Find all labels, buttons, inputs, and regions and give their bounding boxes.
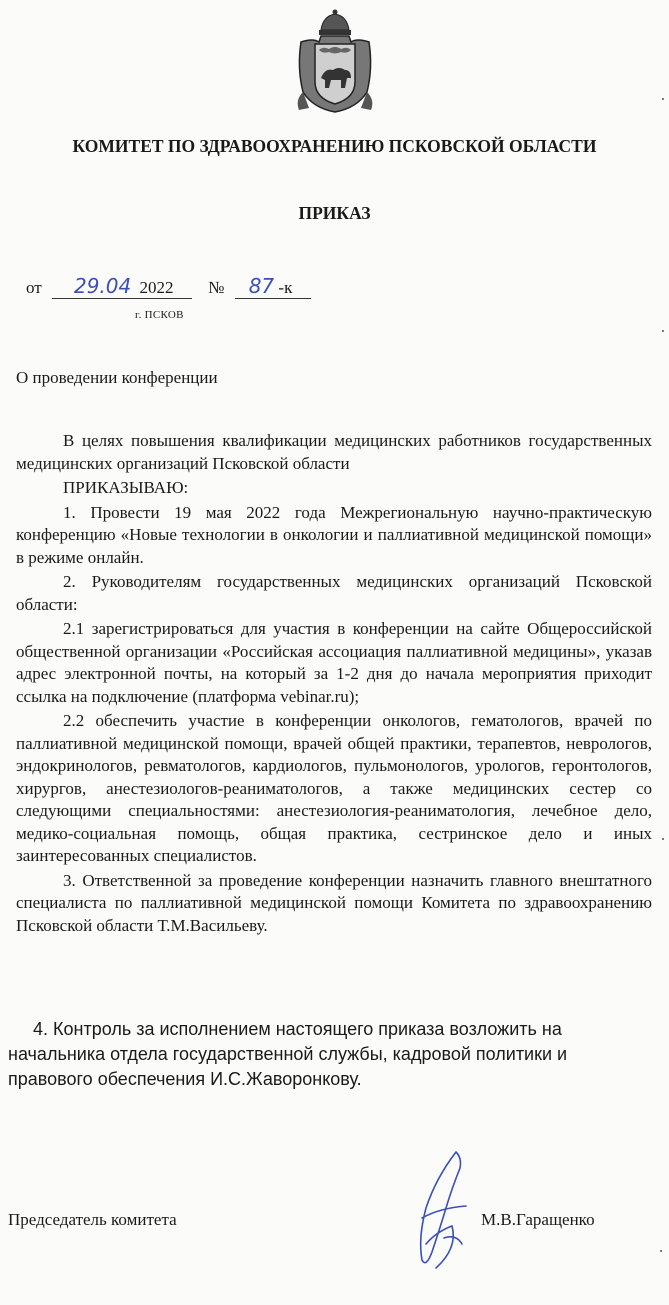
coat-of-arms-icon [287,8,383,116]
city: г. ПСКОВ [135,309,184,321]
scan-speck [660,1250,662,1252]
number-field [235,274,311,299]
number-suffix: -к [278,278,293,297]
date-prefix: от [26,278,42,297]
clause-3: 3. Ответственной за проведение конференции назначить главного внештатного специалиста по паллиативной медицинской помощи Комитета по здравоохранению Псковской области Т.М.Васильеву. [16,870,652,935]
signatory-name: М.В.Гаращенко [481,1210,595,1229]
clause-2-2: 2.2 обеспечить участие в конференции онкологов, гематологов, врачей по паллиативной медицинской помощи, врачей общей практики, терапевтов, неврологов, эндокринологов, ревматологов, кардиологов, пульмонологов, урологов, геронтологов, хирургов, анестезиологов-реаниматологов, а также медицинских сестер со следующими специальностями: анестезиология-реаниматология, лечебное дело, медико-социальная помощь, общая практика, сестринское дело и иных заинтересованных специалистов. [16,711,652,865]
signatory-position: Председатель комитета [8,1210,177,1229]
document-body [16,430,652,939]
date-line [26,274,311,299]
document-subject: О проведении конференции [16,368,218,387]
clause-2: 2. Руководителям государственных медицинских организаций Псковской области: [16,572,652,614]
handwritten-signature-icon [396,1148,492,1272]
order-keyword: ПРИКАЗЫВАЮ: [63,478,189,497]
date-field [52,274,192,299]
clause-2-1: 2.1 зарегистрироваться для участия в конференции на сайте Общероссийской общественной организации «Российская ассоциация паллиативной медицины», указав адрес электронной почты, на который за 1-2 дня до начала мероприятия приходит ссылка на подключение (платформа vebinar.ru); [16,619,652,706]
number-handwritten: 87 [248,274,275,298]
committee-name: КОМИТЕТ ПО ЗДРАВООХРАНЕНИЮ ПСКОВСКОЙ ОБЛАСТИ [72,136,597,156]
date-handwritten: 29.04 [73,274,132,298]
clause-4: 4. Контроль за исполнением настоящего приказа возложить на начальника отдела государственной службы, кадровой политики и правового обеспечения И.С.Жаворонкову. [8,1019,568,1089]
document-title: ПРИКАЗ [298,203,371,223]
number-sign: № [208,278,225,297]
preamble-paragraph: В целях повышения квалификации медицинских работников государственных медицинских организаций Псковской области [16,431,652,473]
clause-1: 1. Провести 19 мая 2022 года Межрегиональную научно-практическую конференцию «Новые технологии в онкологии и паллиативной медицинской помощи» в режиме онлайн. [16,502,652,567]
date-year: 2022 [139,278,174,297]
scan-speck [662,98,664,100]
scan-speck [662,838,664,840]
scan-speck [662,330,664,332]
clause-4-block [8,1017,656,1092]
